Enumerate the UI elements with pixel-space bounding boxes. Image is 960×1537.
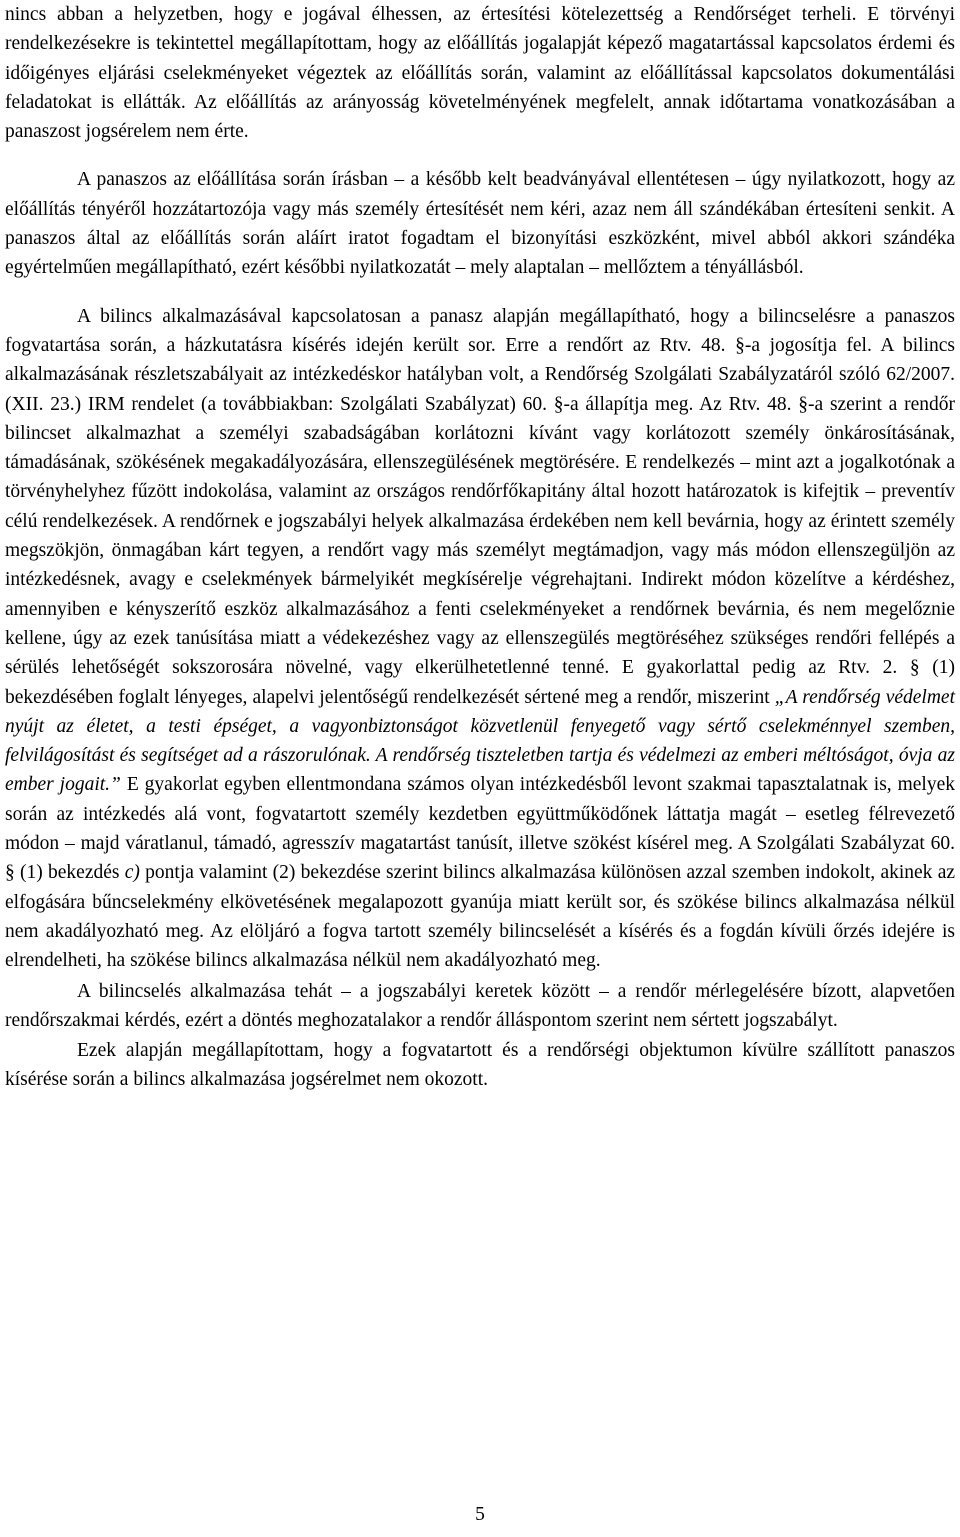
paragraph-1 xyxy=(5,0,955,146)
point-reference: c) xyxy=(124,862,140,884)
paragraph-4 xyxy=(5,977,955,1036)
paragraph-2 xyxy=(5,165,955,282)
paragraph-4-text: A bilincselés alkalmazása tehát – a jogszabályi keretek között – a rendőr mérlegelésére bízott, alapvetően rendőrszakmai kérdés, ezért a döntés meghozatalakor a rendőr álláspontom szerint nem sértett jogszabályt. xyxy=(5,980,955,1031)
quoted-law-text: „A rendőrség védelmet nyújt az életet, a testi épséget, a vagyonbiztonságot közvetlenül fenyegető vagy sértő cselekménnyel szemben, felvilágosítást és segítséget ad a rászorulónak. A rendőrség tiszteletben tartja és védelmezi az emberi méltóságot, óvja az ember jogait.” xyxy=(5,686,956,796)
paragraph-3-text-c: pontja valamint (2) bekezdése szerint bilincs alkalmazása különösen azzal szemben indokolt, akinek az elfogására bűncselekmény elkövetésének megalapozott gyanúja miatt került sor, és szökése bilincs alkalmazása nélkül nem akadályozható meg. Az elöljáró a fogva tartott személy bilincselését a kísérés és a fogdán kívüli őrzés idejére is elrendelheti, ha szökése bilincs alkalmazása nélkül nem akadályozható meg. xyxy=(5,862,956,972)
paragraph-2-text: A panaszos az előállítása során írásban – a később kelt beadványával ellentétesen – úgy nyilatkozott, hogy az előállítás tényéről hozzátartozója vagy más személy értesítését nem kéri, azaz nem áll szándékában értesíteni senkit. A panaszos által az előállítás során aláírt iratot fogadtam el bizonyítási eszközként, mivel abból akkori szándéka egyértelműen megállapítható, ezért későbbi nyilatkozatát – mely alaptalan – mellőztem a tényállásból. xyxy=(5,169,955,279)
paragraph-5 xyxy=(5,1036,955,1095)
document-body xyxy=(5,0,955,1095)
paragraph-1-text: nincs abban a helyzetben, hogy e jogával élhessen, az értesítési kötelezettség a Rendőrséget terheli. E törvényi rendelkezésekre is tekintettel megállapítottam, hogy az előállítás jogalapját képező magatartással kapcsolatos érdemi és időigényes eljárási cselekményeket végeztek az előállítás során, valamint az előállítással kapcsolatos dokumentálási feladatokat is ellátták. Az előállítás az arányosság követelményének megfelelt, annak időtartama vonatkozásában a panaszost jogsérelem nem érte. xyxy=(5,4,955,143)
paragraph-5-text: Ezek alapján megállapítottam, hogy a fogvatartott és a rendőrségi objektumon kívülre szállított panaszos kísérése során a bilincs alkalmazása jogsérelmet nem okozott. xyxy=(5,1040,955,1091)
paragraph-3 xyxy=(5,302,955,976)
paragraph-3-text-a: A bilincs alkalmazásával kapcsolatosan a panasz alapján megállapítható, hogy a bilincselésre a panaszos fogvatartása során, a házkutatásra kísérés idején került sor. Erre a rendőrt az Rtv. 48. §-a jogosítja fel. A bilincs alkalmazásának részletszabályait az intézkedéskor hatályban volt, a Rendőrség Szolgálati Szabályzatáról szóló 62/2007. (XII. 23.) IRM rendelet (a továbbiakban: Szolgálati Szabályzat) 60. §-a állapítja meg. Az Rtv. 48. §-a szerint a rendőr bilincset alkalmazhat a személyi szabadságában korlátozni kívánt vagy korlátozott személy önkárosításának, támadásának, szökésének megakadályozására, ellenszegülésének megtörésére. E rendelkezés – mint azt a jogalkotónak a törvényhelyhez fűzött indokolása, valamint az országos rendőrfőkapitány által hozott határozatok is kifejtik – preventív célú rendelkezések. A rendőrnek e jogszabályi helyek alkalmazása érdekében nem kell bevárnia, hogy az érintett személy megszökjön, önmagában kárt tegyen, a rendőrt vagy más személyt megtámadjon, vagy más módon ellenszegüljön az intézkedésnek, avagy e cselekmények bármelyikét megkísérelje végrehajtani. Indirekt módon közelítve a kérdéshez, amennyiben e kényszerítő eszköz alkalmazásához a fenti cselekményeket a rendőrnek bevárnia, és nem megelőznie kellene, úgy az ezek tanúsítása miatt a védekezéshez vagy az ellenszegülés megtöréséhez szükséges rendőri fellépés a sérülés lehetőségét sokszorosára növelné, vagy elkerülhetetlenné tenné. E gyakorlattal pedig az Rtv. 2. § (1) bekezdésében foglalt lényeges, alapelvi jelentőségű rendelkezését sértené meg a rendőr, miszerint xyxy=(5,305,955,708)
paragraph-3-text-b: E gyakorlat egyben ellentmondana számos olyan intézkedésből levont szakmai tapasztalatnak is, melyek során az intézkedés alá vont, fogvatartott személy kezdetben együttműködőnek láttatja magát – esetleg félrevezető módon – majd váratlanul, támadó, agresszív magatartást tanúsít, illetve szökést kísérel meg. A Szolgálati Szabályzat 60. § (1) bekezdés xyxy=(5,774,955,884)
page-number: 5 xyxy=(475,1504,485,1525)
